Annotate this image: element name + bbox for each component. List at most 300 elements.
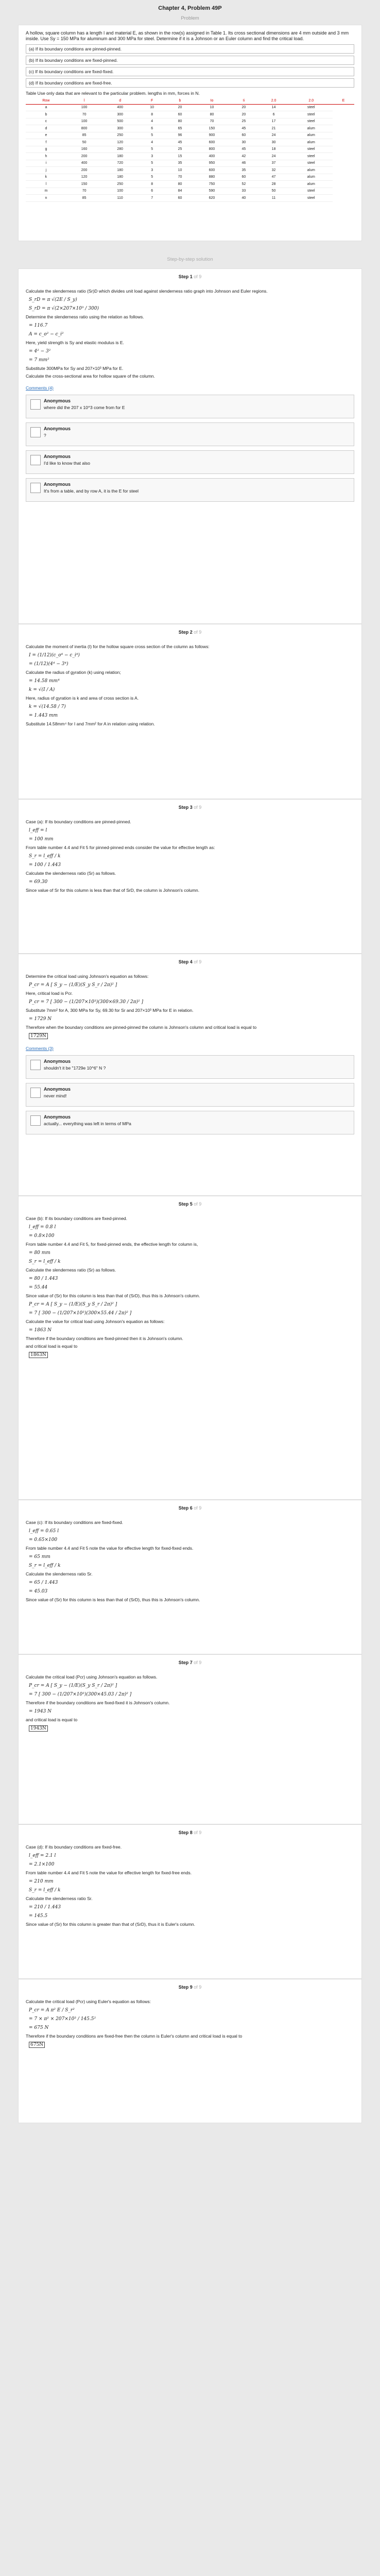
table-cell: k: [26, 174, 66, 181]
step-text: Calculate the critical load (Pcr) using Euler's equation as follows:: [26, 1999, 151, 2004]
step-text: Therefore when the boundary conditions are pinned-pinned the column is Johnson's column and critical load is equal to: [26, 1025, 257, 1030]
equation: P_cr = A [ S_y − (1/E)(S_y S_r / 2π)² ]: [29, 1302, 117, 1307]
table-cell: 600: [194, 139, 230, 146]
step-count: of 9: [194, 274, 202, 279]
solution-step: [18, 624, 362, 799]
final-answer: [29, 2041, 354, 2048]
table-cell: f: [26, 139, 66, 146]
step-count: of 9: [194, 1830, 202, 1835]
solution-step: [18, 1979, 362, 2123]
table-row: [26, 174, 354, 181]
table-cell: 25: [166, 146, 194, 153]
comment-text: actually... everything was left in terms of MPa: [44, 1121, 131, 1126]
table-cell: d: [26, 125, 66, 132]
equation: S_r = l_eff / k: [29, 1888, 61, 1893]
table-cell: 100: [102, 188, 138, 195]
table-cell: 500: [102, 118, 138, 125]
equation: = 4² − 3²: [29, 349, 51, 354]
table-cell: 25: [230, 118, 257, 125]
table-cell: 110: [102, 195, 138, 202]
equation: = 65 mm: [29, 1554, 50, 1560]
table-cell: 600: [194, 167, 230, 174]
solution-heading: Step-by-step solution: [167, 257, 213, 262]
solution-step: [18, 1500, 362, 1654]
problem-heading: Problem: [181, 15, 199, 21]
table-cell: steel: [290, 111, 333, 118]
step-text: Calculate the radius of gyration (k) using relation;: [26, 670, 121, 675]
step-text: Calculate the value for critical load using Johnson's equation as follows:: [26, 1319, 165, 1324]
table-cell: steel: [290, 104, 333, 111]
comment-text: ?: [44, 433, 46, 438]
table-header-cell: d: [102, 97, 138, 104]
table-header-cell: F: [138, 97, 166, 104]
table-cell: 45: [166, 139, 194, 146]
answer-box: 1863N: [29, 1352, 48, 1358]
step-text: Calculate the slenderness ratio Sr.: [26, 1896, 93, 1901]
step-text: Case (b): If its boundary conditions are fixed-pinned.: [26, 1216, 128, 1221]
equation: = 7 mm²: [29, 358, 49, 363]
table-cell: 80: [166, 181, 194, 188]
step-heading: [26, 274, 354, 279]
table-cell: 100: [66, 104, 102, 111]
equation: l_eff = l: [29, 828, 47, 833]
table-header-cell: 2.0: [258, 97, 290, 104]
table-cell: 28: [258, 181, 290, 188]
final-answer: [29, 1351, 354, 1359]
table-cell: 10: [194, 104, 230, 111]
equation: l_eff = 0.65 l: [29, 1529, 59, 1534]
table-cell: 45: [230, 146, 257, 153]
table-cell: 96: [166, 132, 194, 139]
equation: P_cr = A [ S_y − (1/E)(S_y S_r / 2π)² ]: [29, 1683, 117, 1688]
problem-part-d: (d) If its boundary conditions are fixed-free.: [26, 78, 354, 88]
table-cell: 42: [230, 153, 257, 160]
equation: = 69.30: [29, 879, 48, 885]
equation: = 0.65×100: [29, 1537, 58, 1543]
problem-part-c: (c) If its boundary conditions are fixed-fixed.: [26, 67, 354, 76]
equation: S_rD = π √(2×207×10³ / 300): [29, 306, 99, 311]
equation: S_r = l_eff / k: [29, 1563, 61, 1568]
table-cell: 52: [230, 181, 257, 188]
table-cell: 300: [102, 111, 138, 118]
step-text: Substitute 14.58mm⁴ for I and 7mm² for A in relation using relation.: [26, 721, 155, 726]
step-label: Step 9: [178, 1985, 194, 1990]
step-count: of 9: [194, 1985, 202, 1990]
equation: = 1863 N: [29, 1328, 52, 1333]
step-label: Step 5: [178, 1201, 194, 1207]
problem-text: A hollow, square column has a length l and material E, as shown in the row(s) assigned in Table 1. Its cross sectional dimensions are 4 mm outside and 3 mm inside. Use Sy = 150 MPa for aluminum and 300 MPa for steel. Determine if it is a Johnson or an Euler column and find the critical load.: [26, 30, 349, 41]
solution-step: [18, 1654, 362, 1824]
table-row: [26, 195, 354, 202]
table-row: [26, 118, 354, 125]
table-cell: 8: [138, 181, 166, 188]
table-cell: 80: [194, 111, 230, 118]
solution-step: [18, 268, 362, 624]
table-cell: alum: [290, 167, 333, 174]
avatar: [30, 399, 41, 410]
table-cell: 30: [230, 139, 257, 146]
table-cell: 3: [138, 153, 166, 160]
equation: = 2.1×100: [29, 1862, 55, 1867]
table-cell: alum: [290, 174, 333, 181]
step-text: Calculate the moment of inertia (I) for the hollow square cross section of the column as follows:: [26, 644, 210, 649]
step-text: Determine the critical load using Johnson's equation as follows:: [26, 974, 149, 979]
table-cell: 7: [138, 195, 166, 202]
answer-box: 1943N: [29, 1725, 48, 1732]
equation: = 7 × π² × 207×10³ / 145.5²: [29, 2016, 96, 2022]
step-count: of 9: [194, 630, 202, 635]
step-text: Substitute 7mm² for A, 300 MPa for Sy, 69.30 for Sr and 207×10³ MPa for E in relation.: [26, 1008, 194, 1013]
table-cell: 80: [166, 118, 194, 125]
table-cell: 5: [138, 160, 166, 167]
table-cell: 24: [258, 153, 290, 160]
table-row: [26, 139, 354, 146]
step-text: From table number 4.4 and Fit 5 note the value for effective length for fixed-free ends.: [26, 1870, 192, 1875]
table-cell: 60: [230, 174, 257, 181]
table-row: [26, 125, 354, 132]
table-cell: a: [26, 104, 66, 111]
step-label: Step 6: [178, 1505, 194, 1511]
comment: [26, 1055, 354, 1079]
table-cell: 100: [66, 118, 102, 125]
problem-part-b: (b) If its boundary conditions are fixed-pinned.: [26, 56, 354, 65]
table-cell: 5: [138, 174, 166, 181]
table-row: [26, 153, 354, 160]
table-cell: 6: [138, 188, 166, 195]
table-cell: 180: [102, 167, 138, 174]
table-cell: c: [26, 118, 66, 125]
table-cell: l: [26, 181, 66, 188]
table-cell: h: [26, 153, 66, 160]
equation: = 116.7: [29, 323, 48, 328]
equation: k = √(I / A): [29, 687, 55, 692]
comment: [26, 1083, 354, 1107]
table-cell: b: [26, 111, 66, 118]
table-cell: 620: [194, 195, 230, 202]
equation: P_cr = 7 [ 300 − (1/207×10³)(300×69.30 / 2π)² ]: [29, 999, 144, 1005]
equation: A = c_o² − c_i²: [29, 332, 64, 337]
equation: = 55.44: [29, 1285, 48, 1290]
step-text: From table number 4.4 and Fit 5, for fixed-pinned ends, the effective length for column is,: [26, 1242, 198, 1247]
solution-step: [18, 954, 362, 1196]
table-cell: alum: [290, 132, 333, 139]
table-cell: steel: [290, 146, 333, 153]
equation: S_rD = π √(2E / S_y): [29, 297, 77, 302]
final-answer: [29, 1032, 354, 1040]
table-cell: 6: [258, 111, 290, 118]
table-cell: 30: [258, 139, 290, 146]
step-text: Calculate the cross-sectional area for hollow square of the column.: [26, 374, 155, 379]
equation: l_eff = 2.1 l: [29, 1853, 56, 1858]
table-cell: 590: [194, 188, 230, 195]
equation: = 14.58 mm⁴: [29, 679, 60, 684]
table-cell: 11: [258, 195, 290, 202]
table-cell: 150: [66, 181, 102, 188]
table-cell: 180: [102, 174, 138, 181]
table-cell: 5: [138, 146, 166, 153]
table-cell: 180: [102, 153, 138, 160]
table-cell: 950: [194, 160, 230, 167]
table-cell: 40: [230, 195, 257, 202]
equation: = 7 [ 300 − (1/207×10³)(300×55.44 / 2π)² ]: [29, 1311, 132, 1316]
table-cell: steel: [290, 160, 333, 167]
table-cell: 35: [230, 167, 257, 174]
equation: k = √(14.58 / 7): [29, 704, 66, 709]
step-text: Calculate the slenderness ratio (Sr)D which divides unit load against slenderness ratio graph into Johnson and Euler regions.: [26, 289, 268, 294]
step-text: Case (a): If its boundary conditions are pinned-pinned.: [26, 819, 131, 824]
step-text: Therefore if the boundary conditions are fixed-pinned then it is Johnson's column.: [26, 1336, 183, 1341]
step-label: Step 1: [178, 274, 194, 279]
avatar: [30, 427, 41, 437]
table-cell: g: [26, 146, 66, 153]
table-cell: 17: [258, 118, 290, 125]
comment-text: never mind!: [44, 1093, 67, 1098]
comment-author: Anonymous: [44, 1087, 71, 1092]
step-text: Case (d): If its boundary conditions are fixed-free.: [26, 1844, 122, 1850]
comment-text: shouldn't it be "1729e 10^6" N ?: [44, 1065, 106, 1071]
table-header-cell: b: [166, 97, 194, 104]
comment: [26, 478, 354, 502]
step-text: Calculate the slenderness ratio (Sr) as follows.: [26, 1267, 116, 1273]
equation: = 210 / 1.443: [29, 1905, 61, 1910]
table-cell: 160: [66, 146, 102, 153]
comment-text: It's from a table, and by row A, it is the E for steel: [44, 488, 139, 494]
table-header-cell: Row: [26, 97, 66, 104]
step-text: and critical load is equal to: [26, 1717, 78, 1722]
step-text: Since value of (Sr) for this column is greater than that of (SrD), thus it is Euler's column.: [26, 1922, 196, 1927]
step-text: Since value of Sr for this column is less than that of SrD, the column is Johnson's column.: [26, 888, 200, 893]
problem-card: [18, 25, 362, 241]
avatar: [30, 1060, 41, 1070]
table-cell: 21: [258, 125, 290, 132]
table-cell: 85: [66, 195, 102, 202]
step-label: Step 7: [178, 1660, 194, 1665]
table-cell: 14: [258, 104, 290, 111]
table-cell: 720: [102, 160, 138, 167]
table-cell: 60: [166, 111, 194, 118]
table-header-cell: l: [66, 97, 102, 104]
step-text: Here, critical load is Pcr.: [26, 991, 73, 996]
step-count: of 9: [194, 1201, 202, 1207]
comment: [26, 395, 354, 418]
equation: = 100 / 1.443: [29, 862, 61, 868]
equation: = 100 mm: [29, 837, 54, 842]
step-text: and critical load is equal to: [26, 1344, 78, 1349]
table-cell: steel: [290, 195, 333, 202]
step-heading: [26, 1505, 354, 1511]
table-cell: 85: [66, 132, 102, 139]
table-header-cell: Ii: [230, 97, 257, 104]
table-cell: e: [26, 132, 66, 139]
comment: [26, 1111, 354, 1134]
table-cell: 120: [66, 174, 102, 181]
table-cell: 6: [138, 125, 166, 132]
table-cell: 70: [66, 111, 102, 118]
table-title: Table Use only data that are relevant to the particular problem. lengths in mm, forces in N.: [26, 91, 200, 96]
equation: = 80 mm: [29, 1250, 50, 1256]
step-text: From table number 4.4 and Fit 5 note the value for effective length for fixed-fixed ends.: [26, 1546, 194, 1551]
step-text: Calculate the slenderness ratio (Sr) as follows.: [26, 871, 116, 876]
table-row: [26, 167, 354, 174]
step-label: Step 2: [178, 630, 194, 635]
table-cell: 900: [194, 132, 230, 139]
equation: = 675 N: [29, 2025, 49, 2030]
table-cell: 4: [138, 118, 166, 125]
table-cell: 60: [230, 132, 257, 139]
step-heading: [26, 959, 354, 964]
equation: = 65 / 1.443: [29, 1580, 58, 1585]
table-cell: alum: [290, 139, 333, 146]
comment-author: Anonymous: [44, 398, 71, 403]
solution-step: [18, 1824, 362, 1979]
step-text: Determine the slenderness ratio using the relation as follows.: [26, 314, 144, 319]
step-text: Since value of (Sr) for this column is less than that of (SrD), thus this is Johnson's column.: [26, 1293, 200, 1298]
step-heading: [26, 1830, 354, 1835]
table-cell: 800: [66, 125, 102, 132]
equation: = 1943 N: [29, 1709, 52, 1714]
table-cell: 46: [230, 160, 257, 167]
step-count: of 9: [194, 1505, 202, 1511]
table-cell: 250: [102, 132, 138, 139]
table-header-cell: Io: [194, 97, 230, 104]
step-text: Calculate the critical load (Pcr) using Johnson's equation as follows.: [26, 1674, 158, 1680]
table-cell: 15: [166, 153, 194, 160]
answer-box: 675N: [29, 2042, 45, 2048]
table-cell: 10: [166, 167, 194, 174]
table-cell: 20: [166, 104, 194, 111]
table-cell: 33: [230, 188, 257, 195]
table-cell: 37: [258, 160, 290, 167]
step-text: Since value of (Sr) for this column is less than that of (SrD), thus this is Johnson's column.: [26, 1597, 200, 1602]
step-heading: [26, 1660, 354, 1665]
table-cell: steel: [290, 188, 333, 195]
comment: [26, 422, 354, 446]
solution-step: [18, 1196, 362, 1500]
page-title: Chapter 4, Problem 49P: [158, 5, 222, 11]
table-cell: 250: [102, 181, 138, 188]
avatar: [30, 1088, 41, 1098]
equation: S_r = l_eff / k: [29, 1259, 61, 1264]
equation: = 80 / 1.443: [29, 1276, 58, 1281]
equation: = 145.5: [29, 1913, 48, 1919]
step-count: of 9: [194, 1660, 202, 1665]
table-cell: 800: [194, 146, 230, 153]
table-cell: 3: [138, 167, 166, 174]
table-cell: 150: [194, 125, 230, 132]
table-header-cell: E: [333, 97, 354, 104]
table-cell: 20: [230, 104, 257, 111]
table-cell: 50: [258, 188, 290, 195]
step-label: Step 8: [178, 1830, 194, 1835]
equation: P_cr = A π² E / S_r²: [29, 2008, 75, 2013]
equation: = 210 mm: [29, 1879, 54, 1884]
table-cell: 4: [138, 139, 166, 146]
table-cell: steel: [290, 118, 333, 125]
final-answer: [29, 1725, 354, 1732]
avatar: [30, 455, 41, 465]
table-cell: alum: [290, 181, 333, 188]
step-text: Substitute 300MPa for Sy and 207×10³ MPa for E.: [26, 366, 124, 371]
table-cell: 8: [138, 111, 166, 118]
step-count: of 9: [194, 959, 202, 964]
comment-author: Anonymous: [44, 1059, 71, 1064]
table-cell: 20: [230, 111, 257, 118]
problem-part-a: (a) If its boundary conditions are pinned-pinned.: [26, 44, 354, 54]
table-cell: 18: [258, 146, 290, 153]
table-row: [26, 181, 354, 188]
comment-author: Anonymous: [44, 454, 71, 459]
table-cell: j: [26, 167, 66, 174]
step-heading: [26, 1201, 354, 1207]
table-cell: steel: [290, 153, 333, 160]
step-count: of 9: [194, 805, 202, 810]
step-heading: [26, 630, 354, 635]
step-text: From table number 4.4 and Fit 5 for pinned-pinned ends consider the value for effective length as:: [26, 845, 215, 850]
table-cell: alum: [290, 125, 333, 132]
answer-box: 1729N: [29, 1033, 48, 1039]
table-cell: 24: [258, 132, 290, 139]
table-cell: 5: [138, 132, 166, 139]
table-cell: m: [26, 188, 66, 195]
step-heading: [26, 805, 354, 810]
table-cell: 84: [166, 188, 194, 195]
table-cell: 200: [66, 153, 102, 160]
table-cell: i: [26, 160, 66, 167]
table-row: [26, 132, 354, 139]
avatar: [30, 483, 41, 493]
table-cell: 400: [66, 160, 102, 167]
comment-text: I'd like to know that also: [44, 461, 90, 466]
data-table: [26, 97, 354, 202]
comments-link[interactable]: Comments (4): [26, 385, 54, 391]
equation: = 1.443 mm: [29, 713, 58, 718]
equation: l_eff = 0.8 l: [29, 1225, 56, 1230]
table-cell: 200: [66, 167, 102, 174]
equation: = 0.8×100: [29, 1233, 55, 1239]
table-row: [26, 104, 354, 111]
step-text: Here, radius of gyration is k and area of cross section is A.: [26, 696, 139, 701]
table-cell: 400: [102, 104, 138, 111]
table-cell: 70: [166, 174, 194, 181]
table-cell: 70: [194, 118, 230, 125]
comments-link[interactable]: Comments (3): [26, 1046, 54, 1051]
comment-author: Anonymous: [44, 1114, 71, 1120]
equation: P_cr = A [ S_y − (1/E)(S_y S_r / 2π)² ]: [29, 982, 117, 988]
step-text: Therefore if the boundary conditions are fixed-fixed it is Johnson's column.: [26, 1700, 170, 1705]
equation: I = (1/12)(c_o⁴ − c_i⁴): [29, 653, 80, 658]
table-cell: 50: [66, 139, 102, 146]
table-cell: 70: [66, 188, 102, 195]
table-row: [26, 146, 354, 153]
comment-author: Anonymous: [44, 426, 71, 431]
table-header-cell: 2.0: [290, 97, 333, 104]
step-heading: [26, 1985, 354, 1990]
table-row: [26, 160, 354, 167]
equation: = 45.03: [29, 1589, 48, 1594]
step-text: Therefore if the boundary conditions are fixed-free then the column is Euler's column and critical load is equal to: [26, 2033, 243, 2039]
comment-author: Anonymous: [44, 482, 71, 487]
avatar: [30, 1115, 41, 1126]
solution-step: [18, 799, 362, 954]
table-cell: 47: [258, 174, 290, 181]
step-label: Step 3: [178, 805, 194, 810]
table-cell: 60: [166, 195, 194, 202]
table-row: [26, 188, 354, 195]
table-cell: 300: [102, 125, 138, 132]
table-cell: 65: [166, 125, 194, 132]
table-cell: 750: [194, 181, 230, 188]
table-cell: 120: [102, 139, 138, 146]
